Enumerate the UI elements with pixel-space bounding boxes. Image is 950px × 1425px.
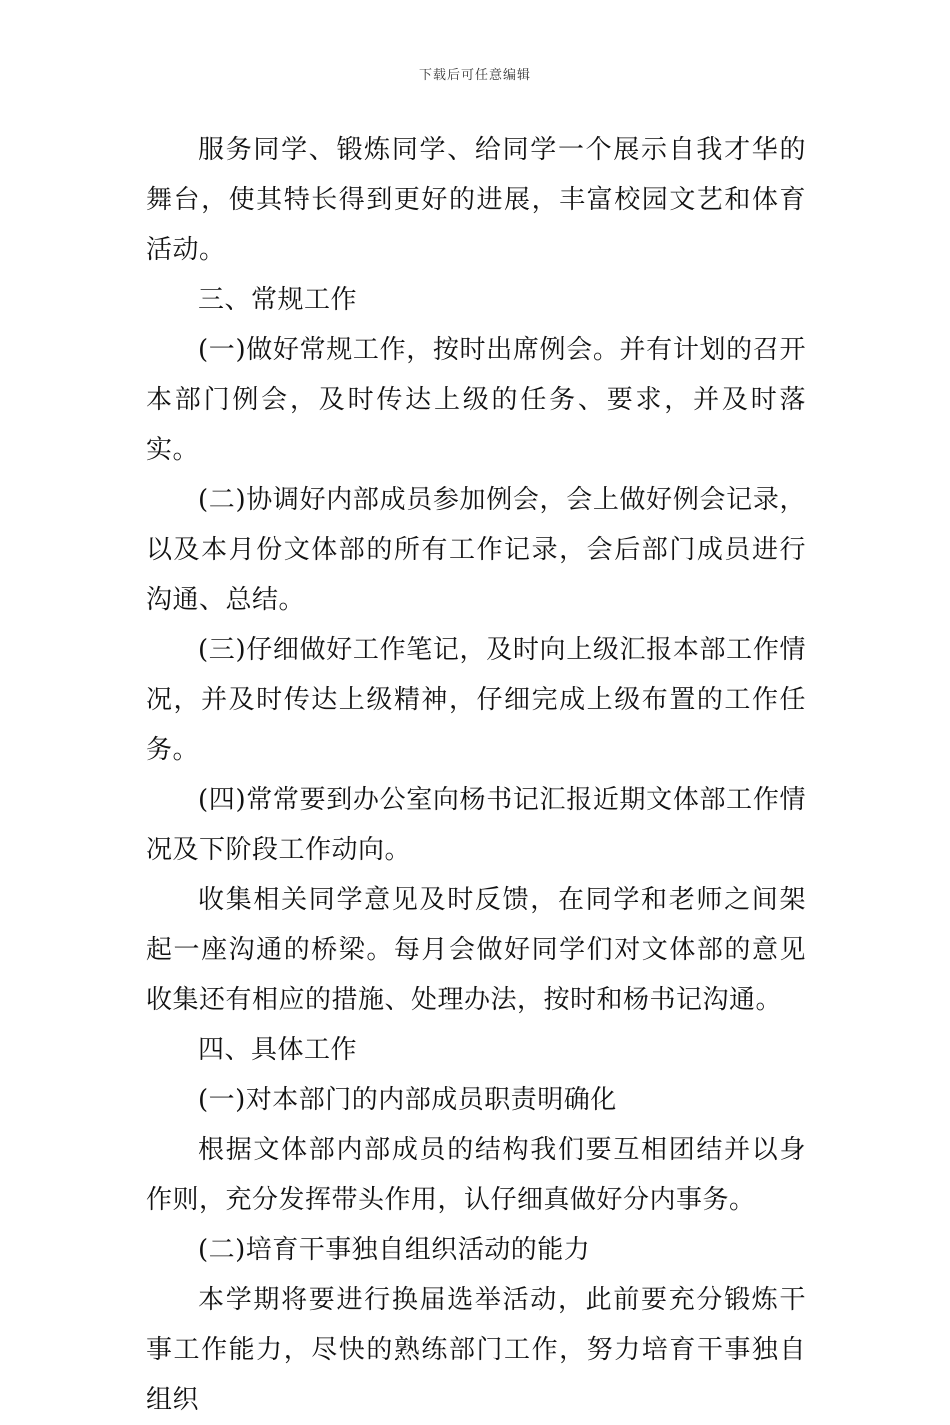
paragraph-routine-4: (四)常常要到办公室向杨书记汇报近期文体部工作情况及下阶段工作动向。 [146,785,806,865]
paragraph-routine-3: (三)仔细做好工作笔记，及时向上级汇报本部工作情况，并及时传达上级精神，仔细完成上级布置的工作任务。 [146,635,806,765]
subheading-member-duties: (一)对本部门的内部成员职责明确化 [198,1085,617,1115]
subheading-cultivate-staff: (二)培育干事独自组织活动的能力 [198,1235,591,1265]
paragraph-service: 服务同学、锻炼同学、给同学一个展示自我才华的舞台，使其特长得到更好的进展，丰富校园文艺和体育活动。 [146,135,806,265]
paragraph-member-duties: 根据文体部内部成员的结构我们要互相团结并以身作则，充分发挥带头作用，认仔细真做好分内事务。 [146,1135,806,1215]
section-heading-routine-work: 三、常规工作 [198,285,358,315]
document-body [146,125,806,1425]
paragraph-routine-2: (二)协调好内部成员参加例会，会上做好例会记录，以及本月份文体部的所有工作记录，会后部门成员进行沟通、总结。 [146,485,806,615]
section-heading-specific-work: 四、具体工作 [198,1035,358,1065]
paragraph-routine-1: (一)做好常规工作，按时出席例会。并有计划的召开本部门例会，及时传达上级的任务、要求，并及时落实。 [146,335,806,465]
paragraph-cultivate-staff: 本学期将要进行换届选举活动，此前要充分锻炼干事工作能力，尽快的熟练部门工作，努力培育干事独自组织 [146,1285,806,1415]
page-header: 下载后可任意编辑 [418,68,531,83]
paragraph-feedback: 收集相关同学意见及时反馈，在同学和老师之间架起一座沟通的桥梁。每月会做好同学们对文体部的意见收集还有相应的措施、处理办法，按时和杨书记沟通。 [146,885,806,1015]
